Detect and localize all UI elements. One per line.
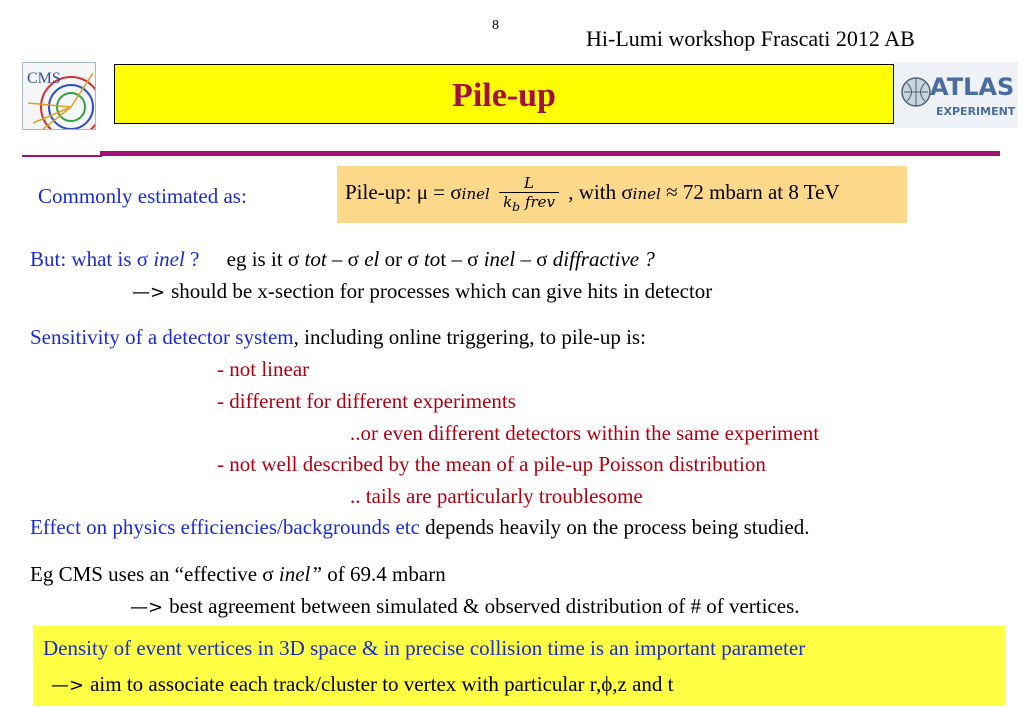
- cms-effective-line: Eg CMS uses an “effective σ inel” of 69.4 mbarn: [30, 562, 446, 586]
- title-banner: [114, 64, 894, 124]
- cms-logo: [22, 62, 96, 130]
- atlas-logo: [894, 62, 1018, 128]
- page-title: Pile-up: [452, 77, 556, 114]
- divider-thick: [100, 151, 1000, 156]
- page-number: 8: [492, 18, 499, 33]
- aim-line: —> aim to associate each track/cluster to vertex with particular r,ϕ,z and t: [51, 672, 674, 696]
- cms-logo-text: CMS: [27, 70, 61, 87]
- bullet-tails: .. tails are particularly troublesome: [350, 484, 643, 508]
- header-workshop-label: Hi-Lumi workshop Frascati 2012 AB: [586, 26, 915, 51]
- question-line: But: what is σ inel ? eg is it σ tot – σ el or σ tot – σ inel – σ diffractive ?: [30, 247, 655, 271]
- pileup-formula: Pile-up: μ = σinel $\frac{L}{k_b frev}$ , with σinel ≈ 72 mbarn at 8 TeV: [345, 174, 840, 214]
- sensitivity-line: Sensitivity of a detector system, including online triggering, to pile-up is:: [30, 325, 646, 349]
- best-agreement-line: —> best agreement between simulated & observed distribution of # of vertices.: [130, 594, 800, 618]
- density-line: Density of event vertices in 3D space & in precise collision time is an important parameter: [43, 636, 806, 660]
- formula-box: [337, 166, 907, 223]
- bullet-not-well-described: - not well described by the mean of a pile-up Poisson distribution: [217, 452, 766, 476]
- divider-thin: [22, 155, 102, 157]
- effect-line: Effect on physics efficiencies/backgrounds etc depends heavily on the process being studied.: [30, 515, 810, 539]
- bullet-different-experiments: - different for different experiments: [217, 389, 516, 413]
- intro-text: Commonly estimated as:: [38, 184, 247, 208]
- should-be-line: —> should be x-section for processes which can give hits in detector: [132, 279, 713, 303]
- bullet-not-linear: - not linear: [217, 357, 310, 381]
- arrow-icon: —>: [132, 282, 166, 303]
- bullet-or-even: ..or even different detectors within the same experiment: [350, 421, 820, 445]
- highlight-box: [33, 626, 1005, 706]
- arrow-icon: —>: [130, 597, 164, 618]
- formula-fraction: $\frac{L}{k_b frev}$: [499, 174, 559, 214]
- atlas-logo-text: ATLAS: [930, 73, 1015, 101]
- arrow-icon: —>: [51, 675, 85, 696]
- atlas-logo-subtext: EXPERIMENT: [936, 105, 1016, 118]
